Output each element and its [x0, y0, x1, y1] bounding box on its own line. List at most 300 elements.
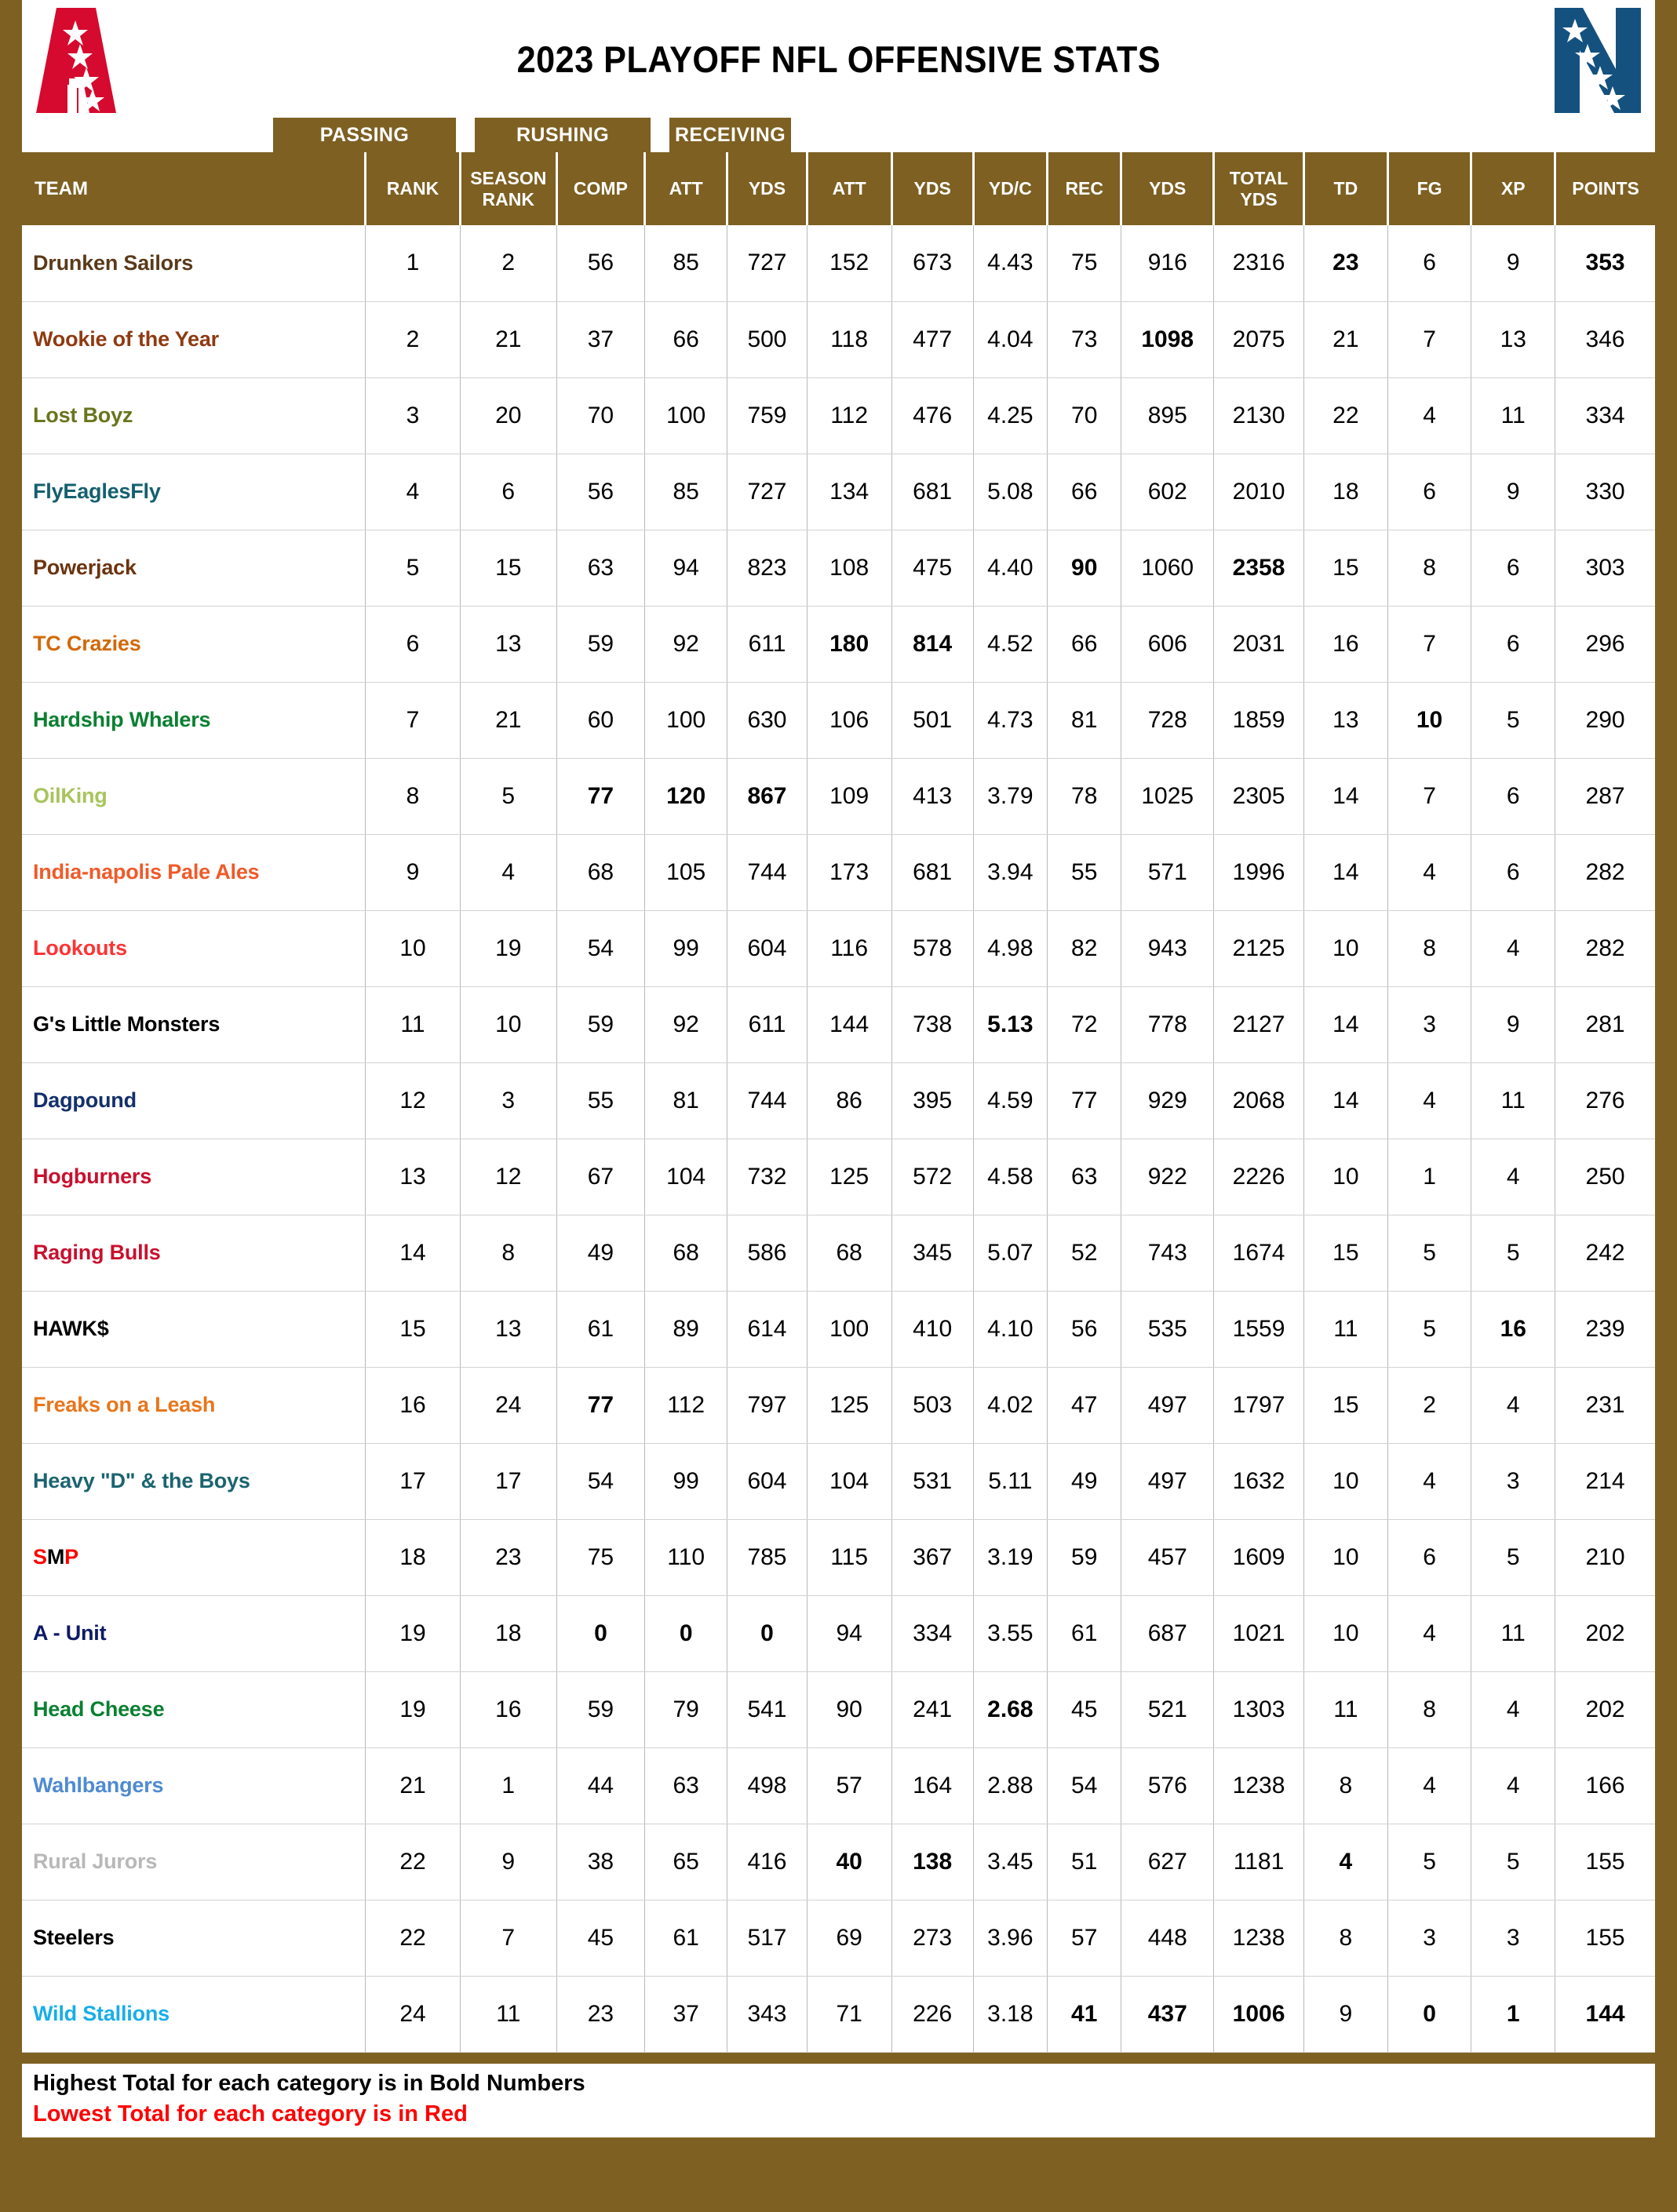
cell-rush_ydc: 4.40 [973, 530, 1047, 606]
cell-pass_comp: 38 [556, 1824, 644, 1900]
cell-xp: 5 [1471, 1824, 1555, 1900]
cell-total_yds: 1181 [1214, 1824, 1304, 1900]
cell-td: 10 [1304, 1139, 1388, 1215]
page-header [22, 0, 1655, 118]
col-header-rec-yds[interactable]: YDS [1121, 152, 1214, 225]
cell-rec_yds: 576 [1121, 1747, 1214, 1824]
cell-pass_comp: 45 [556, 1900, 644, 1976]
cell-rank: 10 [366, 910, 460, 986]
cell-xp: 3 [1471, 1900, 1555, 1976]
cell-rank: 14 [366, 1215, 460, 1291]
cell-rank: 19 [366, 1595, 460, 1671]
cell-rank: 5 [366, 530, 460, 606]
cell-rec_yds: 535 [1121, 1291, 1214, 1367]
cell-points: 144 [1555, 1976, 1655, 2052]
cell-xp: 5 [1471, 682, 1555, 758]
col-header-rush-yds[interactable]: YDS [891, 152, 973, 225]
team-name-cell[interactable]: Head Cheese [22, 1671, 366, 1747]
cell-pass_comp: 54 [556, 910, 644, 986]
cell-pass_yds: 611 [727, 606, 807, 682]
cell-rush_yds: 475 [891, 530, 973, 606]
cell-season_rank: 1 [460, 1747, 556, 1824]
table-row [22, 1443, 1655, 1519]
cell-rec_yds: 687 [1121, 1595, 1214, 1671]
cell-rec_rec: 78 [1048, 758, 1121, 834]
team-name-cell[interactable]: Rural Jurors [22, 1824, 366, 1900]
cell-rush_att: 68 [807, 1215, 891, 1291]
table-row [22, 682, 1655, 758]
cell-season_rank: 21 [460, 301, 556, 377]
col-header-rush-ydc[interactable]: YD/C [973, 152, 1047, 225]
cell-xp: 6 [1471, 834, 1555, 910]
cell-td: 13 [1304, 682, 1388, 758]
cell-season_rank: 4 [460, 834, 556, 910]
col-header-xp[interactable]: XP [1471, 152, 1555, 225]
team-name-cell[interactable]: HAWK$ [22, 1291, 366, 1367]
cell-rush_yds: 413 [891, 758, 973, 834]
cell-pass_att: 110 [645, 1519, 727, 1595]
cell-fg: 7 [1387, 758, 1471, 834]
cell-season_rank: 9 [460, 1824, 556, 1900]
cell-td: 10 [1304, 1519, 1388, 1595]
cell-rush_yds: 503 [891, 1367, 973, 1443]
cell-season_rank: 19 [460, 910, 556, 986]
cell-rush_att: 112 [807, 377, 891, 454]
cell-pass_yds: 604 [727, 1443, 807, 1519]
team-name-cell[interactable]: OilKing [22, 758, 366, 834]
team-name-cell[interactable]: Hardship Whalers [22, 682, 366, 758]
cell-pass_att: 100 [645, 377, 727, 454]
group-header-row [22, 118, 1655, 152]
cell-season_rank: 20 [460, 377, 556, 454]
cell-points: 276 [1555, 1062, 1655, 1139]
cell-season_rank: 12 [460, 1139, 556, 1215]
cell-pass_comp: 0 [556, 1595, 644, 1671]
cell-season_rank: 8 [460, 1215, 556, 1291]
col-header-total-yds[interactable]: TOTAL YDS [1214, 152, 1304, 225]
team-name-cell[interactable]: FlyEaglesFly [22, 454, 366, 530]
cell-pass_att: 81 [645, 1062, 727, 1139]
cell-rec_yds: 1098 [1121, 301, 1214, 377]
cell-td: 8 [1304, 1747, 1388, 1824]
team-name-cell[interactable]: G's Little Monsters [22, 986, 366, 1062]
cell-rush_ydc: 5.08 [973, 454, 1047, 530]
team-name-cell[interactable]: Lookouts [22, 910, 366, 986]
cell-season_rank: 2 [460, 225, 556, 301]
table-row [22, 986, 1655, 1062]
cell-fg: 4 [1387, 377, 1471, 454]
cell-total_yds: 1674 [1214, 1215, 1304, 1291]
cell-pass_yds: 500 [727, 301, 807, 377]
cell-rush_yds: 681 [891, 454, 973, 530]
team-name-cell[interactable]: Drunken Sailors [22, 225, 366, 301]
table-row [22, 377, 1655, 454]
cell-points: 250 [1555, 1139, 1655, 1215]
col-header-fg[interactable]: FG [1387, 152, 1471, 225]
table-row [22, 225, 1655, 301]
cell-rank: 12 [366, 1062, 460, 1139]
cell-rush_ydc: 5.11 [973, 1443, 1047, 1519]
cell-fg: 4 [1387, 834, 1471, 910]
cell-td: 22 [1304, 377, 1388, 454]
cell-td: 21 [1304, 301, 1388, 377]
table-header-row [22, 152, 1655, 225]
cell-rush_ydc: 3.45 [973, 1824, 1047, 1900]
afc-logo [24, 3, 130, 118]
cell-xp: 11 [1471, 377, 1555, 454]
cell-xp: 5 [1471, 1215, 1555, 1291]
cell-points: 155 [1555, 1900, 1655, 1976]
team-name-cell[interactable]: SMP [22, 1519, 366, 1595]
team-name-cell[interactable]: TC Crazies [22, 606, 366, 682]
col-header-rush-att[interactable]: ATT [807, 152, 891, 225]
team-name-cell[interactable]: Wild Stallions [22, 1976, 366, 2052]
team-name-cell[interactable]: India-napolis Pale Ales [22, 834, 366, 910]
cell-pass_yds: 604 [727, 910, 807, 986]
cell-rank: 11 [366, 986, 460, 1062]
cell-xp: 6 [1471, 758, 1555, 834]
col-header-rec-rec[interactable]: REC [1048, 152, 1121, 225]
cell-rush_att: 100 [807, 1291, 891, 1367]
cell-fg: 0 [1387, 1976, 1471, 2052]
cell-season_rank: 10 [460, 986, 556, 1062]
cell-rush_att: 116 [807, 910, 891, 986]
cell-rush_yds: 273 [891, 1900, 973, 1976]
team-name-cell[interactable]: Hogburners [22, 1139, 366, 1215]
cell-rec_rec: 59 [1048, 1519, 1121, 1595]
page-title: 2023 PLAYOFF NFL OFFENSIVE STATS [516, 38, 1161, 80]
cell-rank: 4 [366, 454, 460, 530]
cell-pass_yds: 517 [727, 1900, 807, 1976]
cell-rush_yds: 477 [891, 301, 973, 377]
cell-points: 155 [1555, 1824, 1655, 1900]
cell-xp: 4 [1471, 1671, 1555, 1747]
table-row [22, 1824, 1655, 1900]
cell-rank: 18 [366, 1519, 460, 1595]
cell-rec_yds: 916 [1121, 225, 1214, 301]
cell-rush_yds: 226 [891, 1976, 973, 2052]
cell-rush_yds: 681 [891, 834, 973, 910]
cell-td: 11 [1304, 1671, 1388, 1747]
cell-fg: 1 [1387, 1139, 1471, 1215]
cell-fg: 3 [1387, 1900, 1471, 1976]
col-header-team[interactable]: TEAM [22, 152, 366, 225]
cell-season_rank: 11 [460, 1976, 556, 2052]
team-name-cell[interactable]: Wookie of the Year [22, 301, 366, 377]
cell-points: 330 [1555, 454, 1655, 530]
cell-rush_yds: 138 [891, 1824, 973, 1900]
cell-pass_yds: 614 [727, 1291, 807, 1367]
cell-total_yds: 2010 [1214, 454, 1304, 530]
cell-pass_att: 104 [645, 1139, 727, 1215]
cell-pass_att: 92 [645, 986, 727, 1062]
cell-rec_rec: 77 [1048, 1062, 1121, 1139]
col-header-pass-comp[interactable]: COMP [556, 152, 644, 225]
cell-season_rank: 18 [460, 1595, 556, 1671]
cell-rec_yds: 743 [1121, 1215, 1214, 1291]
cell-rush_att: 125 [807, 1367, 891, 1443]
team-name-cell[interactable]: Wahlbangers [22, 1747, 366, 1824]
cell-rush_yds: 395 [891, 1062, 973, 1139]
cell-rush_ydc: 2.88 [973, 1747, 1047, 1824]
cell-pass_yds: 630 [727, 682, 807, 758]
cell-fg: 5 [1387, 1824, 1471, 1900]
cell-rec_yds: 457 [1121, 1519, 1214, 1595]
cell-season_rank: 7 [460, 1900, 556, 1976]
cell-total_yds: 2316 [1214, 225, 1304, 301]
col-header-rank[interactable]: RANK [366, 152, 460, 225]
cell-rush_yds: 572 [891, 1139, 973, 1215]
cell-rank: 16 [366, 1367, 460, 1443]
cell-pass_comp: 44 [556, 1747, 644, 1824]
cell-rush_yds: 476 [891, 377, 973, 454]
cell-rush_att: 104 [807, 1443, 891, 1519]
cell-td: 15 [1304, 530, 1388, 606]
cell-fg: 8 [1387, 1671, 1471, 1747]
table-row [22, 454, 1655, 530]
cell-total_yds: 1559 [1214, 1291, 1304, 1367]
cell-points: 296 [1555, 606, 1655, 682]
cell-rank: 21 [366, 1747, 460, 1824]
cell-rush_ydc: 3.19 [973, 1519, 1047, 1595]
cell-rush_ydc: 4.52 [973, 606, 1047, 682]
cell-xp: 4 [1471, 1367, 1555, 1443]
cell-points: 346 [1555, 301, 1655, 377]
cell-total_yds: 2305 [1214, 758, 1304, 834]
cell-rank: 1 [366, 225, 460, 301]
stats-sheet [22, 0, 1655, 2212]
cell-season_rank: 15 [460, 530, 556, 606]
cell-rec_rec: 45 [1048, 1671, 1121, 1747]
cell-fg: 5 [1387, 1215, 1471, 1291]
table-row [22, 1671, 1655, 1747]
cell-rush_att: 109 [807, 758, 891, 834]
cell-pass_comp: 59 [556, 1671, 644, 1747]
cell-rank: 24 [366, 1976, 460, 2052]
cell-rec_yds: 943 [1121, 910, 1214, 986]
col-header-season-rank[interactable] [460, 152, 556, 225]
cell-points: 242 [1555, 1215, 1655, 1291]
table-row [22, 1215, 1655, 1291]
cell-season_rank: 17 [460, 1443, 556, 1519]
cell-pass_att: 0 [645, 1595, 727, 1671]
cell-pass_yds: 823 [727, 530, 807, 606]
cell-xp: 6 [1471, 606, 1555, 682]
cell-points: 303 [1555, 530, 1655, 606]
cell-pass_yds: 498 [727, 1747, 807, 1824]
cell-rec_yds: 448 [1121, 1900, 1214, 1976]
cell-rec_rec: 61 [1048, 1595, 1121, 1671]
team-name-cell[interactable]: Heavy "D" & the Boys [22, 1443, 366, 1519]
cell-rec_yds: 602 [1121, 454, 1214, 530]
cell-fg: 4 [1387, 1595, 1471, 1671]
cell-pass_comp: 49 [556, 1215, 644, 1291]
table-row [22, 1291, 1655, 1367]
cell-rec_rec: 52 [1048, 1215, 1121, 1291]
cell-fg: 3 [1387, 986, 1471, 1062]
cell-points: 334 [1555, 377, 1655, 454]
team-name-cell[interactable]: Freaks on a Leash [22, 1367, 366, 1443]
cell-rush_att: 173 [807, 834, 891, 910]
cell-fg: 4 [1387, 1443, 1471, 1519]
cell-pass_att: 63 [645, 1747, 727, 1824]
cell-points: 166 [1555, 1747, 1655, 1824]
cell-pass_yds: 732 [727, 1139, 807, 1215]
cell-xp: 3 [1471, 1443, 1555, 1519]
cell-rank: 22 [366, 1900, 460, 1976]
cell-pass_yds: 727 [727, 454, 807, 530]
cell-rush_ydc: 3.18 [973, 1976, 1047, 2052]
cell-rush_yds: 345 [891, 1215, 973, 1291]
cell-pass_comp: 59 [556, 606, 644, 682]
cell-xp: 9 [1471, 225, 1555, 301]
table-row [22, 834, 1655, 910]
cell-rec_rec: 56 [1048, 1291, 1121, 1367]
cell-rush_att: 86 [807, 1062, 891, 1139]
cell-total_yds: 1797 [1214, 1367, 1304, 1443]
cell-total_yds: 1303 [1214, 1671, 1304, 1747]
col-header-pass-yds[interactable]: YDS [727, 152, 807, 225]
cell-rec_rec: 47 [1048, 1367, 1121, 1443]
cell-pass_comp: 77 [556, 758, 644, 834]
group-header-receiving: RECEIVING [669, 118, 791, 152]
cell-pass_att: 100 [645, 682, 727, 758]
cell-points: 287 [1555, 758, 1655, 834]
cell-fg: 4 [1387, 1747, 1471, 1824]
cell-rush_att: 106 [807, 682, 891, 758]
cell-td: 14 [1304, 1062, 1388, 1139]
cell-td: 14 [1304, 986, 1388, 1062]
team-name-cell[interactable]: Dagpound [22, 1062, 366, 1139]
table-row [22, 1747, 1655, 1824]
cell-fg: 8 [1387, 530, 1471, 606]
cell-rush_att: 94 [807, 1595, 891, 1671]
legend-highest: Highest Total for each category is in Bold Numbers [33, 2070, 585, 2096]
table-row [22, 1595, 1655, 1671]
cell-fg: 4 [1387, 1062, 1471, 1139]
cell-xp: 9 [1471, 986, 1555, 1062]
cell-rush_ydc: 4.04 [973, 301, 1047, 377]
cell-rec_rec: 51 [1048, 1824, 1121, 1900]
team-name-cell[interactable]: Raging Bulls [22, 1215, 366, 1291]
cell-rush_yds: 334 [891, 1595, 973, 1671]
cell-rush_yds: 814 [891, 606, 973, 682]
cell-xp: 1 [1471, 1976, 1555, 2052]
cell-rush_att: 90 [807, 1671, 891, 1747]
cell-rush_ydc: 3.55 [973, 1595, 1047, 1671]
cell-pass_comp: 56 [556, 454, 644, 530]
cell-rush_att: 115 [807, 1519, 891, 1595]
col-header-td[interactable]: TD [1304, 152, 1388, 225]
cell-rush_ydc: 5.07 [973, 1215, 1047, 1291]
col-header-season-rank-label: SEASON RANK [470, 168, 547, 210]
cell-rush_ydc: 4.59 [973, 1062, 1047, 1139]
cell-pass_comp: 37 [556, 301, 644, 377]
cell-rush_ydc: 5.13 [973, 986, 1047, 1062]
cell-rec_rec: 41 [1048, 1976, 1121, 2052]
cell-pass_comp: 54 [556, 1443, 644, 1519]
cell-rec_yds: 929 [1121, 1062, 1214, 1139]
cell-season_rank: 5 [460, 758, 556, 834]
cell-fg: 2 [1387, 1367, 1471, 1443]
cell-rush_ydc: 3.96 [973, 1900, 1047, 1976]
cell-rush_yds: 241 [891, 1671, 973, 1747]
cell-fg: 10 [1387, 682, 1471, 758]
cell-rank: 6 [366, 606, 460, 682]
cell-rank: 17 [366, 1443, 460, 1519]
cell-pass_comp: 59 [556, 986, 644, 1062]
legend [22, 2064, 1655, 2138]
cell-rush_att: 108 [807, 530, 891, 606]
team-name-cell[interactable]: Powerjack [22, 530, 366, 606]
cell-rush_yds: 367 [891, 1519, 973, 1595]
cell-pass_comp: 63 [556, 530, 644, 606]
cell-fg: 6 [1387, 1519, 1471, 1595]
team-name-cell[interactable]: Steelers [22, 1900, 366, 1976]
cell-rec_yds: 1060 [1121, 530, 1214, 606]
cell-xp: 11 [1471, 1595, 1555, 1671]
cell-rec_yds: 778 [1121, 986, 1214, 1062]
cell-pass_yds: 744 [727, 834, 807, 910]
cell-pass_att: 61 [645, 1900, 727, 1976]
cell-rush_ydc: 4.58 [973, 1139, 1047, 1215]
cell-pass_yds: 744 [727, 1062, 807, 1139]
cell-xp: 4 [1471, 1747, 1555, 1824]
cell-rec_rec: 72 [1048, 986, 1121, 1062]
cell-pass_comp: 67 [556, 1139, 644, 1215]
cell-xp: 4 [1471, 910, 1555, 986]
cell-rec_rec: 66 [1048, 454, 1121, 530]
cell-pass_att: 120 [645, 758, 727, 834]
col-header-points[interactable]: POINTS [1555, 152, 1655, 225]
cell-points: 231 [1555, 1367, 1655, 1443]
cell-total_yds: 2031 [1214, 606, 1304, 682]
cell-rank: 8 [366, 758, 460, 834]
cell-td: 8 [1304, 1900, 1388, 1976]
table-row [22, 301, 1655, 377]
cell-td: 16 [1304, 606, 1388, 682]
cell-rec_rec: 82 [1048, 910, 1121, 986]
cell-pass_att: 85 [645, 454, 727, 530]
cell-xp: 13 [1471, 301, 1555, 377]
cell-season_rank: 16 [460, 1671, 556, 1747]
cell-rush_att: 69 [807, 1900, 891, 1976]
cell-pass_att: 65 [645, 1824, 727, 1900]
cell-rush_ydc: 3.94 [973, 834, 1047, 910]
cell-fg: 6 [1387, 225, 1471, 301]
cell-td: 18 [1304, 454, 1388, 530]
cell-pass_comp: 70 [556, 377, 644, 454]
cell-pass_yds: 541 [727, 1671, 807, 1747]
cell-pass_comp: 77 [556, 1367, 644, 1443]
cell-rush_att: 180 [807, 606, 891, 682]
cell-fg: 7 [1387, 606, 1471, 682]
cell-points: 210 [1555, 1519, 1655, 1595]
col-header-pass-att[interactable]: ATT [645, 152, 727, 225]
team-name-cell[interactable]: A - Unit [22, 1595, 366, 1671]
cell-rush_ydc: 4.43 [973, 225, 1047, 301]
team-name-cell[interactable]: Lost Boyz [22, 377, 366, 454]
cell-xp: 5 [1471, 1519, 1555, 1595]
cell-rec_yds: 497 [1121, 1367, 1214, 1443]
cell-rec_yds: 922 [1121, 1139, 1214, 1215]
cell-rec_rec: 90 [1048, 530, 1121, 606]
cell-total_yds: 1859 [1214, 682, 1304, 758]
cell-rush_yds: 410 [891, 1291, 973, 1367]
cell-td: 14 [1304, 758, 1388, 834]
table-body [22, 225, 1655, 2052]
cell-pass_yds: 611 [727, 986, 807, 1062]
